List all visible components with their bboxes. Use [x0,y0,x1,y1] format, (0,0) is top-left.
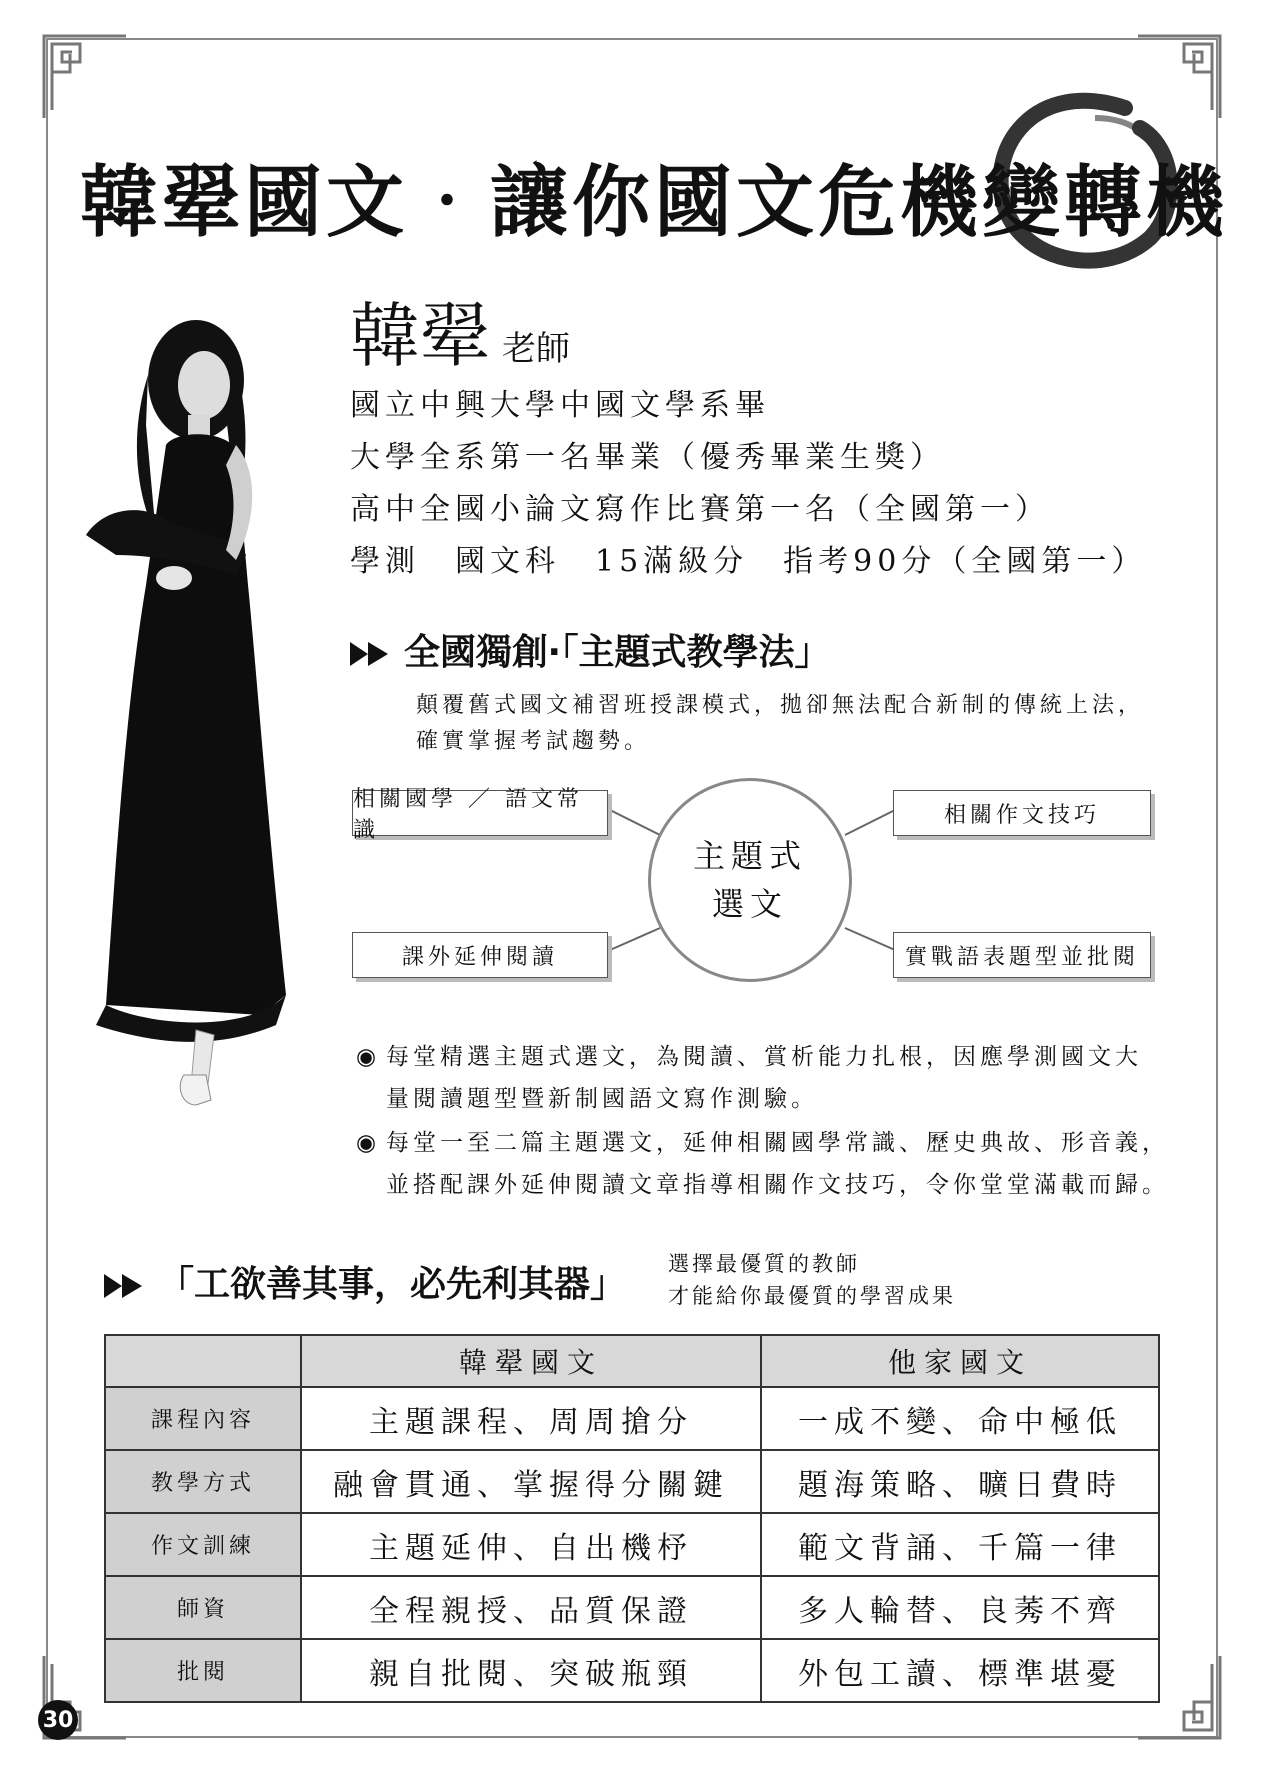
method-description-line: 確實掌握考試趨勢。 [416,729,651,754]
table-cell: 外包工讀、標準堪憂 [761,1639,1159,1702]
table-header-row [105,1335,1159,1387]
diagram-center-circle [648,778,852,982]
table-cell: 主題課程、周周搶分 [301,1387,761,1450]
section-heading-tools: 「工欲善其事，必先利其器」 [104,1256,626,1307]
table-cell: 主題延伸、自出機杼 [301,1513,761,1576]
bullet-line: 每堂精選主題式選文，為閱讀、賞析能力扎根，因應學測國文大 [386,1044,1142,1070]
tools-subtitle-line: 選擇最優質的教師 [668,1252,860,1276]
table-row-header: 作文訓練 [105,1513,301,1576]
page-number: 30 [38,1700,78,1740]
bullet-line: 量閱讀題型暨新制國語文寫作測驗。 [386,1086,818,1112]
diagram-box-top-left: 相關國學 ／ 語文常識 [352,790,608,836]
diagram-box-bottom-right: 實戰語表題型並批閱 [893,932,1151,978]
method-description-line: 顛覆舊式國文補習班授課模式，拋卻無法配合新制的傳統上法， [416,693,1145,718]
credential-item: 學測 國文科 15滿級分 指考90分（全國第一） [350,544,1147,579]
table-header-cell: 他家國文 [761,1335,1159,1387]
table-row-header: 批閱 [105,1639,301,1702]
teacher-name: 韓翚 [350,295,490,377]
table-row-header: 師資 [105,1576,301,1639]
page-title: 韓翚國文‧讓你國文危機變轉機 [80,157,1229,248]
teacher-title: 老師 [502,329,570,369]
table-row [105,1576,1159,1639]
table-header-cell: 韓翚國文 [301,1335,761,1387]
bullet-line: 並搭配課外延伸閱讀文章指導相關作文技巧，令你堂堂滿載而歸。 [386,1172,1169,1198]
table-row [105,1639,1159,1702]
double-arrow-icon [104,1272,144,1300]
table-header-cell [105,1335,301,1387]
bullet-line: 每堂一至二篇主題選文，延伸相關國學常識、歷史典故、形音義， [386,1130,1169,1156]
credential-item: 高中全國小論文寫作比賽第一名（全國第一） [350,492,1050,527]
credential-item: 國立中興大學中國文學系畢 [350,388,770,423]
table-row-header: 教學方式 [105,1450,301,1513]
table-row [105,1387,1159,1450]
diagram-box-bottom-left: 課外延伸閱讀 [352,932,608,978]
bullet-item [356,1036,1142,1120]
bullseye-icon: ◉ [356,1130,381,1156]
table-cell: 範文背誦、千篇一律 [761,1513,1159,1576]
bullet-item [356,1122,1169,1206]
table-cell: 融會貫通、掌握得分關鍵 [301,1450,761,1513]
diagram-center-line: 選文 [711,885,788,923]
credential-item: 大學全系第一名畢業（優秀畢業生獎） [350,440,945,475]
table-cell: 一成不變、命中極低 [761,1387,1159,1450]
table-cell: 多人輪替、良莠不齊 [761,1576,1159,1639]
table-row [105,1450,1159,1513]
table-row [105,1513,1159,1576]
section-heading-method: 全國獨創‧「主題式教學法」 [350,624,831,675]
comparison-table [104,1334,1160,1703]
table-cell: 親自批閱、突破瓶頸 [301,1639,761,1702]
bullseye-icon: ◉ [356,1044,381,1070]
diagram-center-line: 主題式 [692,837,807,875]
table-row-header: 課程內容 [105,1387,301,1450]
diagram-box-top-right: 相關作文技巧 [893,790,1151,836]
table-cell: 全程親授、品質保證 [301,1576,761,1639]
table-cell: 題海策略、曠日費時 [761,1450,1159,1513]
tools-subtitle-line: 才能給你最優質的學習成果 [668,1284,956,1308]
tools-subtitle [668,1248,956,1312]
